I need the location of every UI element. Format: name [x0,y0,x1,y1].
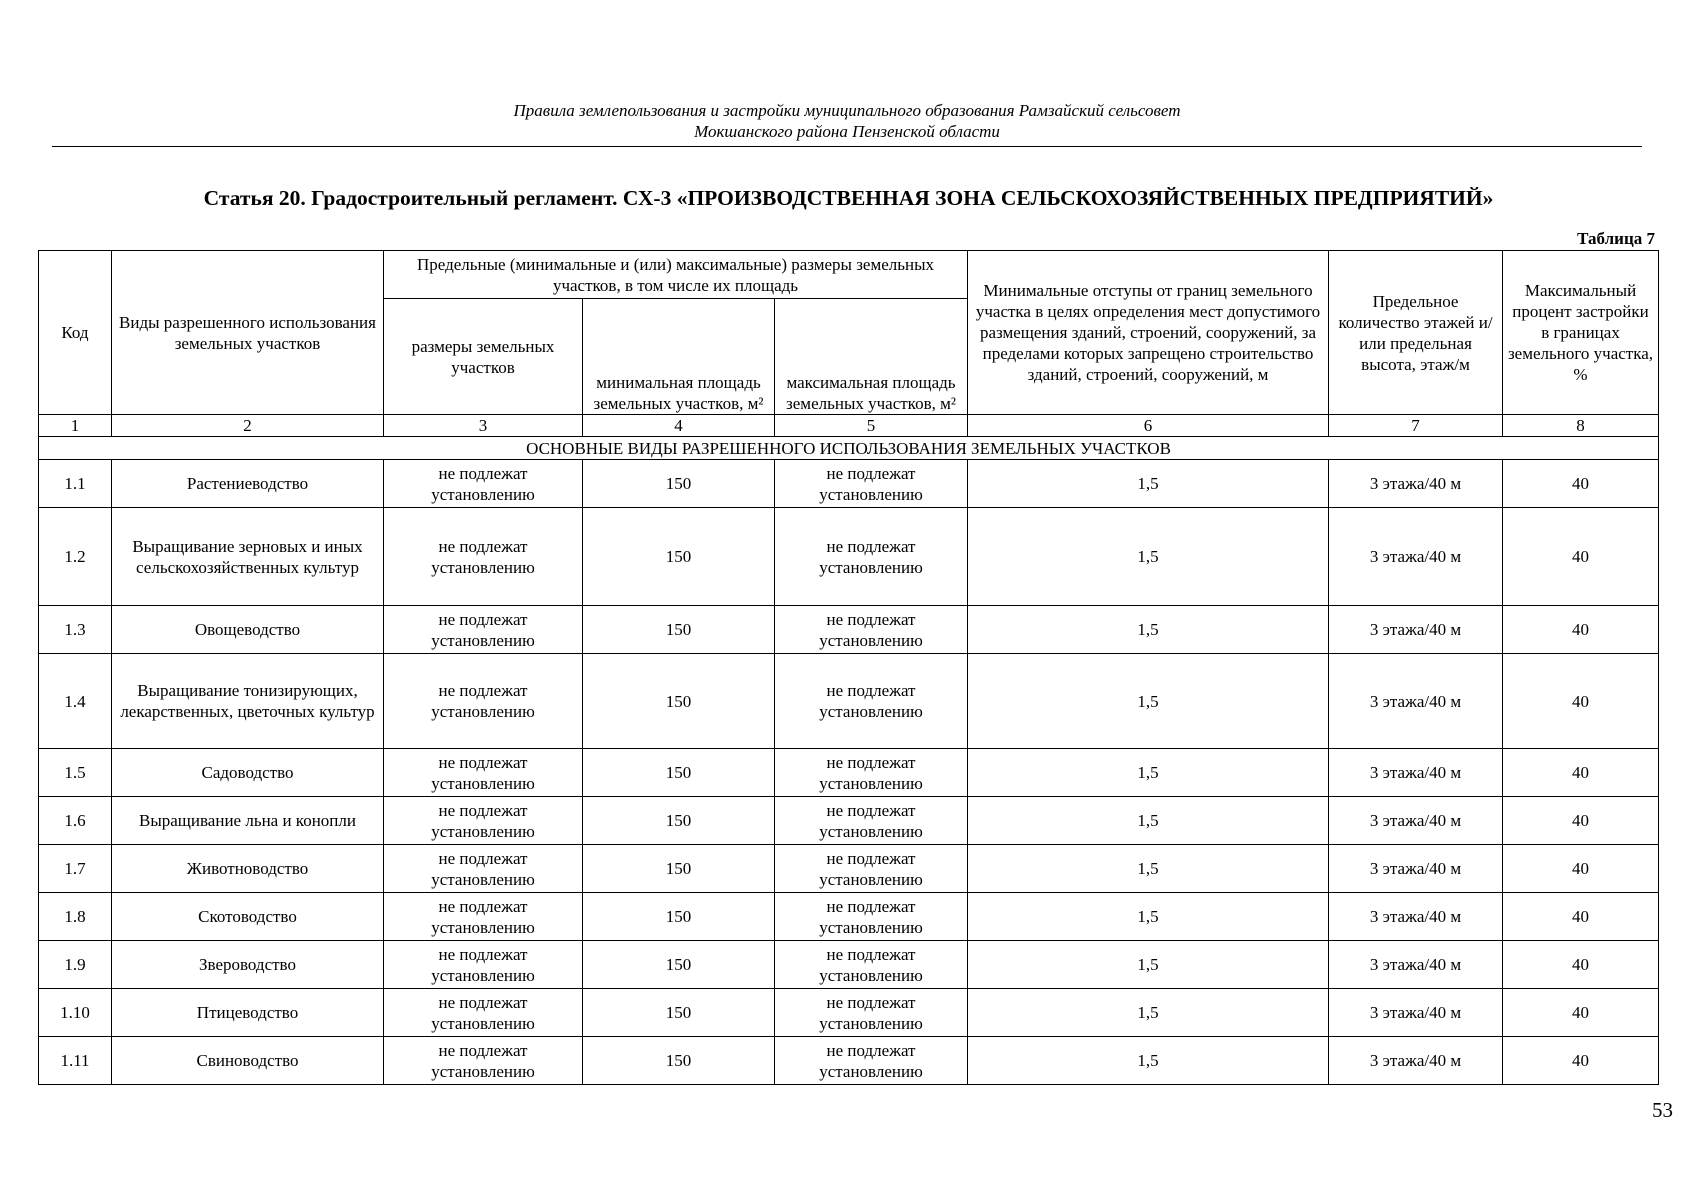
row-code: 1.4 [39,654,112,749]
row-use-name: Свиноводство [112,1037,384,1085]
table-row [39,606,1659,654]
row-setback: 1,5 [968,654,1329,749]
row-min-area: 150 [583,1037,775,1085]
column-number: 1 [39,415,112,437]
table-caption: Таблица 7 [1577,229,1655,248]
row-code: 1.6 [39,797,112,845]
row-floors: 3 этажа/40 м [1329,1037,1503,1085]
row-setback: 1,5 [968,989,1329,1037]
row-code: 1.3 [39,606,112,654]
row-max-area: не подлежат установлению [775,1037,968,1085]
row-plot-size: не подлежат установлению [384,1037,583,1085]
row-floors: 3 этажа/40 м [1329,941,1503,989]
column-number: 6 [968,415,1329,437]
row-coverage: 40 [1503,893,1659,941]
row-coverage: 40 [1503,749,1659,797]
header-min-area: минимальная площадь земельных участков, м² [583,299,775,415]
header-row-1 [39,251,1659,299]
row-floors: 3 этажа/40 м [1329,460,1503,508]
page-number: 53 [1652,1098,1673,1122]
row-coverage: 40 [1503,989,1659,1037]
row-setback: 1,5 [968,797,1329,845]
row-setback: 1,5 [968,941,1329,989]
table-row [39,989,1659,1037]
row-coverage: 40 [1503,606,1659,654]
row-floors: 3 этажа/40 м [1329,989,1503,1037]
row-coverage: 40 [1503,508,1659,606]
header-setback: Минимальные отступы от границ земельного участка в целях определения мест допустимого размещения зданий, строений, сооружений, за пределами которых запрещено строительство зданий, строений, сооружений, м [968,251,1329,415]
row-min-area: 150 [583,460,775,508]
row-setback: 1,5 [968,460,1329,508]
header-code: Код [39,251,112,415]
regulation-table [38,250,1659,1085]
row-coverage: 40 [1503,797,1659,845]
row-max-area: не подлежат установлению [775,989,968,1037]
row-max-area: не подлежат установлению [775,893,968,941]
row-floors: 3 этажа/40 м [1329,893,1503,941]
row-code: 1.2 [39,508,112,606]
row-setback: 1,5 [968,749,1329,797]
row-code: 1.1 [39,460,112,508]
header-line-1: Правила землепользования и застройки муниципального образования Рамзайский сельсовет [513,101,1181,120]
row-min-area: 150 [583,749,775,797]
row-plot-size: не подлежат установлению [384,508,583,606]
row-max-area: не подлежат установлению [775,460,968,508]
column-number: 5 [775,415,968,437]
row-floors: 3 этажа/40 м [1329,654,1503,749]
row-code: 1.10 [39,989,112,1037]
running-header [52,100,1642,142]
row-max-area: не подлежат установлению [775,749,968,797]
row-min-area: 150 [583,893,775,941]
row-max-area: не подлежат установлению [775,845,968,893]
row-code: 1.8 [39,893,112,941]
row-code: 1.7 [39,845,112,893]
row-setback: 1,5 [968,606,1329,654]
row-use-name: Птицеводство [112,989,384,1037]
row-floors: 3 этажа/40 м [1329,845,1503,893]
row-plot-size: не подлежат установлению [384,797,583,845]
row-setback: 1,5 [968,1037,1329,1085]
row-max-area: не подлежат установлению [775,606,968,654]
row-min-area: 150 [583,654,775,749]
column-number-row [39,415,1659,437]
row-code: 1.5 [39,749,112,797]
row-min-area: 150 [583,797,775,845]
row-coverage: 40 [1503,1037,1659,1085]
row-use-name: Выращивание тонизирующих, лекарственных, цветочных культур [112,654,384,749]
header-plot-size: размеры земельных участков [384,299,583,415]
row-plot-size: не подлежат установлению [384,845,583,893]
header-floors: Предельное количество этажей и/или предельная высота, этаж/м [1329,251,1503,415]
row-setback: 1,5 [968,893,1329,941]
row-plot-size: не подлежат установлению [384,749,583,797]
section-row [39,437,1659,460]
row-max-area: не подлежат установлению [775,797,968,845]
table-row [39,797,1659,845]
table-row [39,654,1659,749]
row-plot-size: не подлежат установлению [384,654,583,749]
table-row [39,845,1659,893]
table-row [39,941,1659,989]
header-coverage: Максимальный процент застройки в границах земельного участка, % [1503,251,1659,415]
row-plot-size: не подлежат установлению [384,606,583,654]
row-setback: 1,5 [968,508,1329,606]
row-use-name: Овощеводство [112,606,384,654]
section-title: ОСНОВНЫЕ ВИДЫ РАЗРЕШЕННОГО ИСПОЛЬЗОВАНИЯ ЗЕМЕЛЬНЫХ УЧАСТКОВ [39,437,1659,460]
row-max-area: не подлежат установлению [775,654,968,749]
column-number: 7 [1329,415,1503,437]
row-use-name: Скотоводство [112,893,384,941]
row-coverage: 40 [1503,654,1659,749]
row-use-name: Звероводство [112,941,384,989]
row-min-area: 150 [583,989,775,1037]
table-row [39,749,1659,797]
header-size-group: Предельные (минимальные и (или) максимальные) размеры земельных участков, в том числе их площадь [384,251,968,299]
row-floors: 3 этажа/40 м [1329,606,1503,654]
row-coverage: 40 [1503,460,1659,508]
table-row [39,508,1659,606]
row-setback: 1,5 [968,845,1329,893]
row-plot-size: не подлежат установлению [384,460,583,508]
row-use-name: Растениеводство [112,460,384,508]
row-min-area: 150 [583,941,775,989]
row-plot-size: не подлежат установлению [384,893,583,941]
column-number: 2 [112,415,384,437]
row-code: 1.9 [39,941,112,989]
row-use-name: Выращивание льна и конопли [112,797,384,845]
header-use-type: Виды разрешенного использования земельных участков [112,251,384,415]
row-floors: 3 этажа/40 м [1329,749,1503,797]
column-number: 8 [1503,415,1659,437]
row-use-name: Садоводство [112,749,384,797]
row-plot-size: не подлежат установлению [384,989,583,1037]
row-plot-size: не подлежат установлению [384,941,583,989]
row-coverage: 40 [1503,941,1659,989]
row-coverage: 40 [1503,845,1659,893]
row-floors: 3 этажа/40 м [1329,797,1503,845]
table-row [39,460,1659,508]
table-row [39,893,1659,941]
row-floors: 3 этажа/40 м [1329,508,1503,606]
row-use-name: Животноводство [112,845,384,893]
row-min-area: 150 [583,845,775,893]
row-max-area: не подлежат установлению [775,508,968,606]
row-min-area: 150 [583,508,775,606]
row-min-area: 150 [583,606,775,654]
header-max-area: максимальная площадь земельных участков, м² [775,299,968,415]
row-max-area: не подлежат установлению [775,941,968,989]
column-number: 3 [384,415,583,437]
row-use-name: Выращивание зерновых и иных сельскохозяйственных культур [112,508,384,606]
table-row [39,1037,1659,1085]
header-rule [52,146,1642,147]
column-number: 4 [583,415,775,437]
row-code: 1.11 [39,1037,112,1085]
article-title: Статья 20. Градостроительный регламент. СХ-3 «ПРОИЗВОДСТВЕННАЯ ЗОНА СЕЛЬСКОХОЗЯЙСТВЕННЫХ ПРЕДПРИЯТИЙ» [203,186,1494,210]
header-line-2: Мокшанского района Пензенской области [694,122,1000,141]
